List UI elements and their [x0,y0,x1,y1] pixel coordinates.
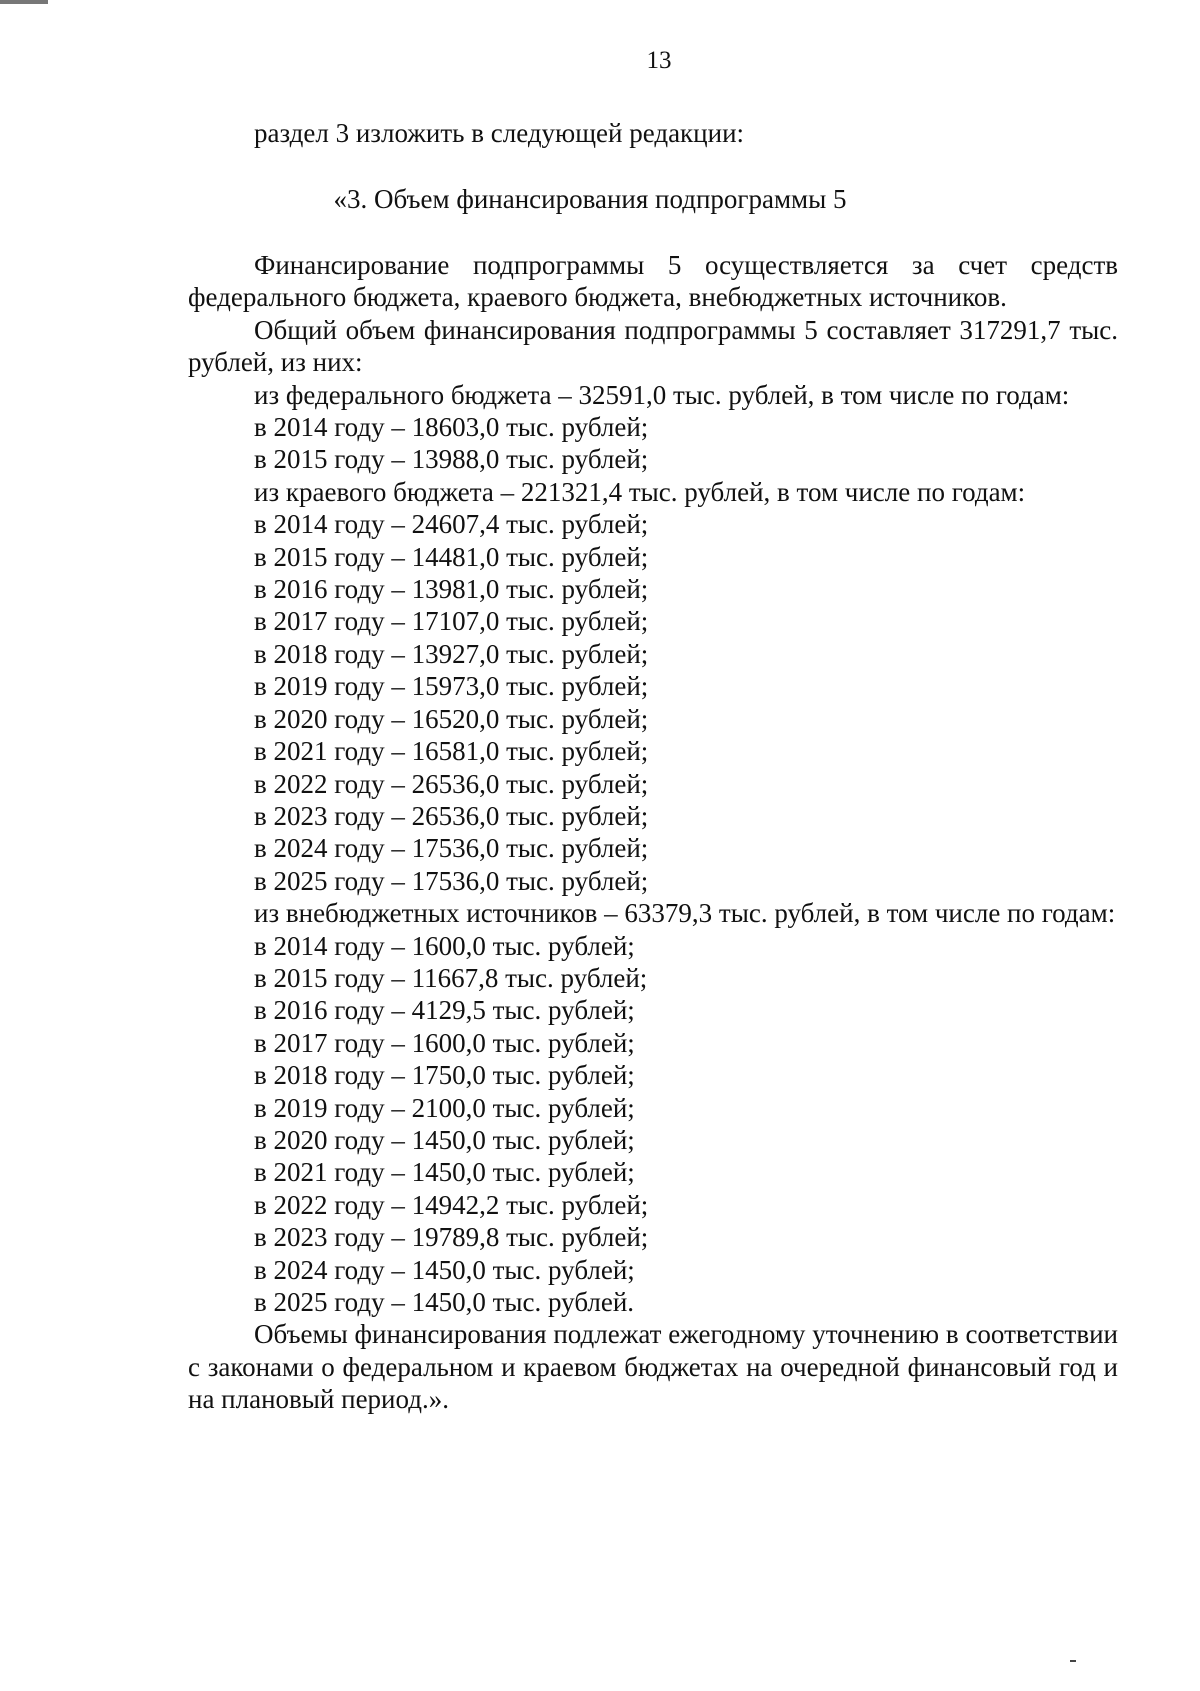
year-amount-line: в 2024 году – 1450,0 тыс. рублей; [254,1254,635,1285]
year-amount-line: в 2014 году – 24607,4 тыс. рублей; [254,509,649,540]
year-amount-line: в 2018 году – 1750,0 тыс. рублей; [254,1060,635,1091]
year-amount-line: в 2016 году – 13981,0 тыс. рублей; [254,574,649,605]
year-amount-line: в 2019 году – 2100,0 тыс. рублей; [254,1092,635,1123]
regional-budget-block [188,476,1118,897]
federal-budget-list [188,411,1118,476]
extrabudget-block [188,897,1118,1318]
page-number: 13 [646,47,672,74]
year-amount-line: в 2014 году – 1600,0 тыс. рублей; [254,930,635,961]
total-volume-paragraph: Общий объем финансирования подпрограммы 5 составляет 317291,7 тыс. рублей, из них: [188,314,1118,378]
intro-line: раздел 3 изложить в следующей редакции: [254,118,745,148]
closing-paragraph: Объемы финансирования подлежат ежегодному уточнению в соответствии с законами о федеральном и краевом бюджетах на очередной финансовый год и на плановый период.». [188,1319,1118,1415]
extrabudget-list [188,930,1118,1319]
document-body [188,249,1118,1416]
year-amount-line: в 2023 году – 19789,8 тыс. рублей; [254,1222,649,1253]
scan-corner-mark [0,0,48,4]
year-amount-line: в 2025 году – 1450,0 тыс. рублей. [254,1287,635,1317]
year-amount-line: в 2024 году – 17536,0 тыс. рублей; [254,833,649,864]
federal-budget-heading: из федерального бюджета – 32591,0 тыс. рублей, в том числе по годам: [254,379,1070,410]
year-amount-line: в 2018 году – 13927,0 тыс. рублей; [254,638,649,669]
year-amount-line: в 2015 году – 14481,0 тыс. рублей; [254,541,649,572]
financing-sources-paragraph: Финансирование подпрограммы 5 осуществляется за счет средств федерального бюджета, краевого бюджета, внебюджетных источников. [188,250,1118,313]
federal-budget-block [188,379,1118,476]
regional-budget-heading: из краевого бюджета – 221321,4 тыс. рублей, в том числе по годам: [254,476,1026,507]
year-amount-line: в 2022 году – 26536,0 тыс. рублей; [254,768,649,799]
year-amount-line: в 2025 году – 17536,0 тыс. рублей; [254,865,649,896]
year-amount-line: в 2021 году – 16581,0 тыс. рублей; [254,736,649,767]
regional-budget-list [188,508,1118,897]
year-amount-line: в 2017 году – 17107,0 тыс. рублей; [254,606,649,637]
year-amount-line: в 2015 году – 11667,8 тыс. рублей; [254,962,648,993]
year-amount-line: в 2017 году – 1600,0 тыс. рублей; [254,1027,635,1058]
year-amount-line: в 2019 году – 15973,0 тыс. рублей; [254,671,649,702]
section-title: «3. Объем финансирования подпрограммы 5 [333,184,847,214]
extrabudget-heading: из внебюджетных источников – 63379,3 тыс. рублей, в том числе по годам: [254,898,1116,929]
year-amount-line: в 2021 году – 1450,0 тыс. рублей; [254,1157,635,1188]
year-amount-line: в 2020 году – 1450,0 тыс. рублей; [254,1124,635,1155]
year-amount-line: в 2022 году – 14942,2 тыс. рублей; [254,1189,649,1220]
year-amount-line: в 2020 году – 16520,0 тыс. рублей; [254,703,649,734]
year-amount-line: в 2014 году – 18603,0 тыс. рублей; [254,412,649,443]
year-amount-line: в 2016 году – 4129,5 тыс. рублей; [254,995,635,1026]
year-amount-line: в 2015 году – 13988,0 тыс. рублей; [254,444,649,475]
scan-mark [1070,1660,1076,1662]
year-amount-line: в 2023 году – 26536,0 тыс. рублей; [254,800,649,831]
